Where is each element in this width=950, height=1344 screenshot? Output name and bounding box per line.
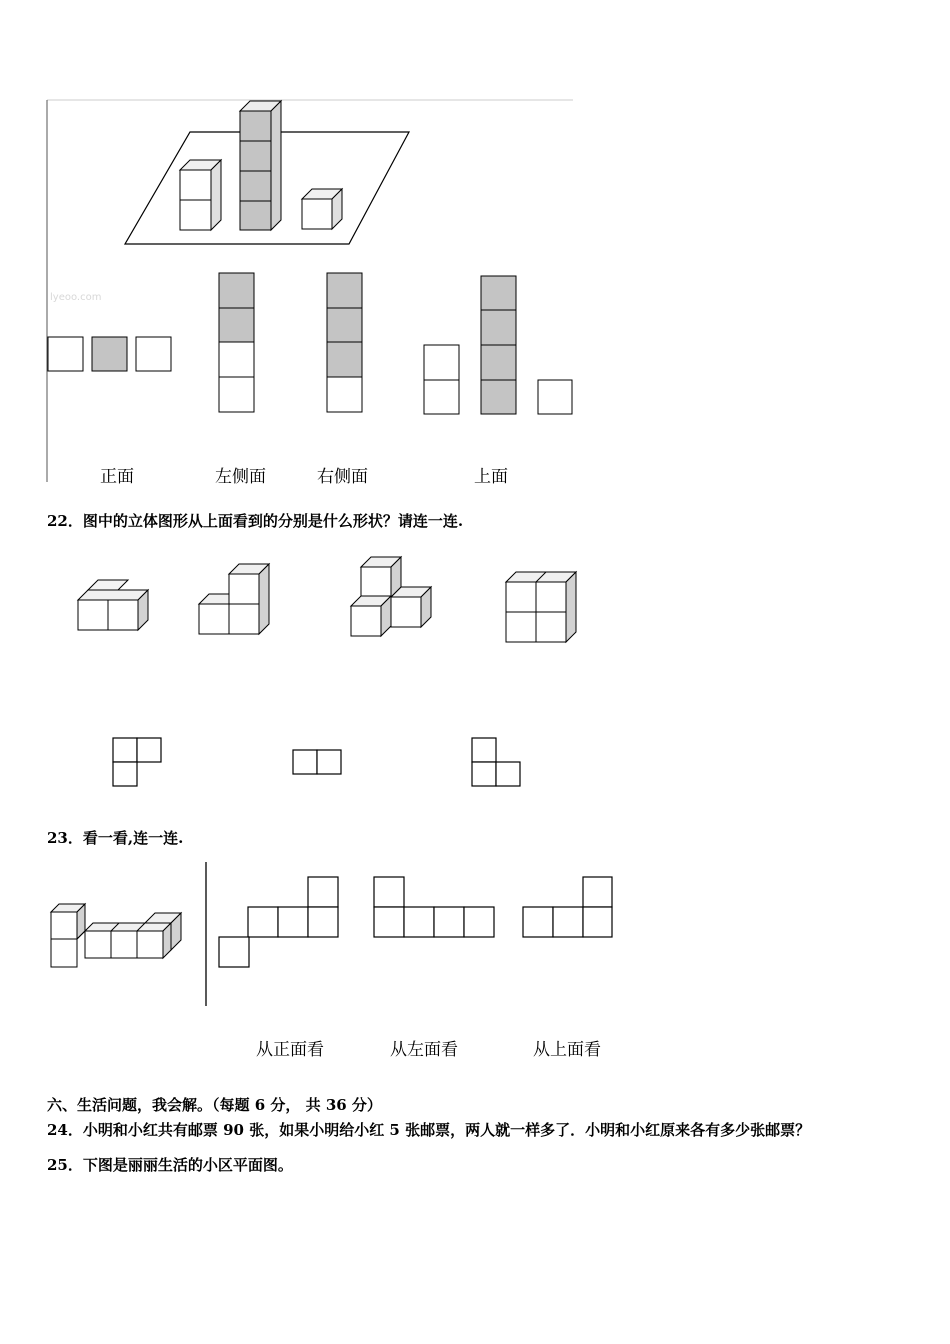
label-top: 上面 (474, 467, 508, 487)
q23-view-c (523, 877, 612, 937)
watermark: lyeoo.com (50, 292, 102, 303)
question-22: 22．图中的立体图形从上面看到的分别是什么形状？请连一连. (47, 512, 464, 530)
q23-label-top: 从上面看 (533, 1040, 601, 1060)
question-24: 24．小明和小红共有邮票 90 张，如果小明给小红 5 张邮票，两人就一样多了．小明和小红原来各有多少张邮票？ (47, 1121, 811, 1139)
question-25: 25．下图是丽丽生活的小区平面图。 (47, 1156, 293, 1174)
q23-label-left: 从左面看 (390, 1040, 458, 1060)
label-right-side: 右侧面 (317, 467, 368, 487)
q23-label-front: 从正面看 (256, 1040, 324, 1060)
label-front: 正面 (100, 467, 134, 487)
label-left-side: 左侧面 (215, 467, 266, 487)
q23-view-a (219, 877, 338, 967)
q23-view-b (374, 877, 494, 937)
question-23: 23．看一看,连一连. (47, 829, 184, 847)
section-6-heading: 六、生活问题，我会解。（每题 6 分， 共 36 分） (47, 1096, 382, 1114)
